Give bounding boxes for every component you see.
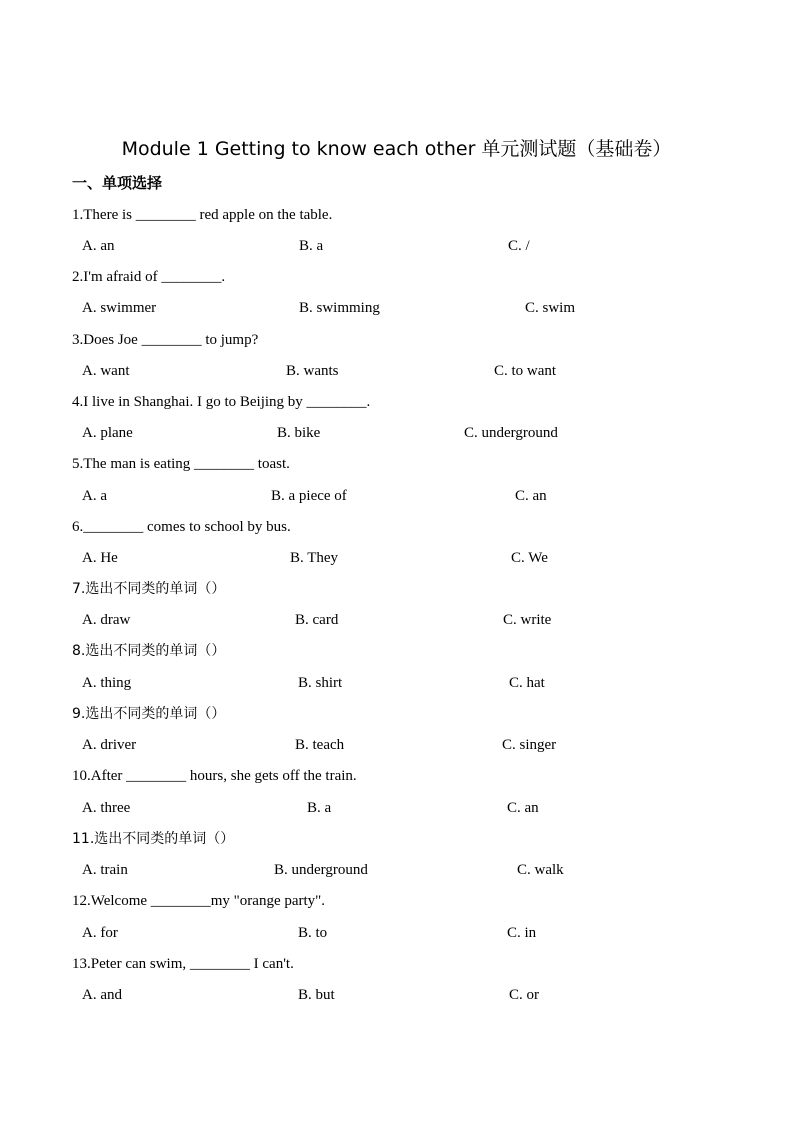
question-7-option-c: C. write	[503, 612, 552, 628]
question-4-option-a: A. plane	[82, 425, 133, 441]
question-8-option-b: B. shirt	[298, 675, 343, 691]
question-13-stem: 13.Peter can swim, ________ I can't.	[72, 956, 294, 972]
question-6-option-b: B. They	[290, 550, 339, 566]
question-11-option-c: C. walk	[517, 862, 564, 878]
question-5-option-a: A. a	[82, 488, 107, 504]
question-1-stem: 1.There is ________ red apple on the table.	[72, 207, 333, 223]
question-5-option-b: B. a piece of	[271, 488, 347, 504]
question-9-option-b: B. teach	[295, 737, 345, 753]
question-6-stem: 6.________ comes to school by bus.	[72, 519, 291, 535]
question-4-option-c: C. underground	[464, 425, 558, 441]
question-1-option-c: C. /	[508, 238, 530, 254]
question-10-option-a: A. three	[82, 800, 131, 816]
question-1-option-a: A. an	[82, 238, 115, 254]
question-10-stem: 10.After ________ hours, she gets off the train.	[72, 768, 357, 784]
question-12-stem: 12.Welcome ________my "orange party".	[72, 893, 326, 909]
question-13-option-c: C. or	[509, 987, 539, 1003]
question-11-option-b: B. underground	[274, 862, 368, 878]
question-9-option-c: C. singer	[502, 737, 557, 753]
question-2-option-a: A. swimmer	[82, 300, 157, 316]
section-heading: 一、单项选择	[72, 174, 163, 192]
question-2-option-b: B. swimming	[299, 300, 380, 316]
question-10-option-c: C. an	[507, 800, 539, 816]
question-10-option-b: B. a	[307, 800, 332, 816]
question-9-option-a: A. driver	[82, 737, 137, 753]
question-3-option-b: B. wants	[286, 363, 339, 379]
question-3-option-a: A. want	[82, 363, 130, 379]
question-12-option-b: B. to	[298, 925, 328, 941]
question-3-stem: 3.Does Joe ________ to jump?	[72, 332, 259, 348]
question-4-option-b: B. bike	[277, 425, 321, 441]
question-5-stem: 5.The man is eating ________ toast.	[72, 456, 290, 472]
question-11-stem: 11.选出不同类的单词（）	[72, 831, 235, 847]
question-6-option-a: A. He	[82, 550, 118, 566]
question-3-option-c: C. to want	[494, 363, 557, 379]
question-11-option-a: A. train	[82, 862, 128, 878]
page-title: Module 1 Getting to know each other 单元测试题（基础卷）	[121, 138, 672, 160]
question-2-stem: 2.I'm afraid of ________.	[72, 269, 226, 285]
question-12-option-a: A. for	[82, 925, 118, 941]
question-7-stem: 7.选出不同类的单词（）	[72, 581, 226, 597]
question-9-stem: 9.选出不同类的单词（）	[72, 706, 226, 722]
question-4-stem: 4.I live in Shanghai. I go to Beijing by ________.	[72, 394, 371, 410]
question-7-option-a: A. draw	[82, 612, 131, 628]
question-13-option-b: B. but	[298, 987, 335, 1003]
question-8-option-c: C. hat	[509, 675, 545, 691]
question-8-option-a: A. thing	[82, 675, 132, 691]
question-1-option-b: B. a	[299, 238, 324, 254]
question-12-option-c: C. in	[507, 925, 537, 941]
question-5-option-c: C. an	[515, 488, 547, 504]
question-6-option-c: C. We	[511, 550, 548, 566]
question-13-option-a: A. and	[82, 987, 122, 1003]
question-8-stem: 8.选出不同类的单词（）	[72, 643, 226, 659]
question-7-option-b: B. card	[295, 612, 339, 628]
question-2-option-c: C. swim	[525, 300, 576, 316]
